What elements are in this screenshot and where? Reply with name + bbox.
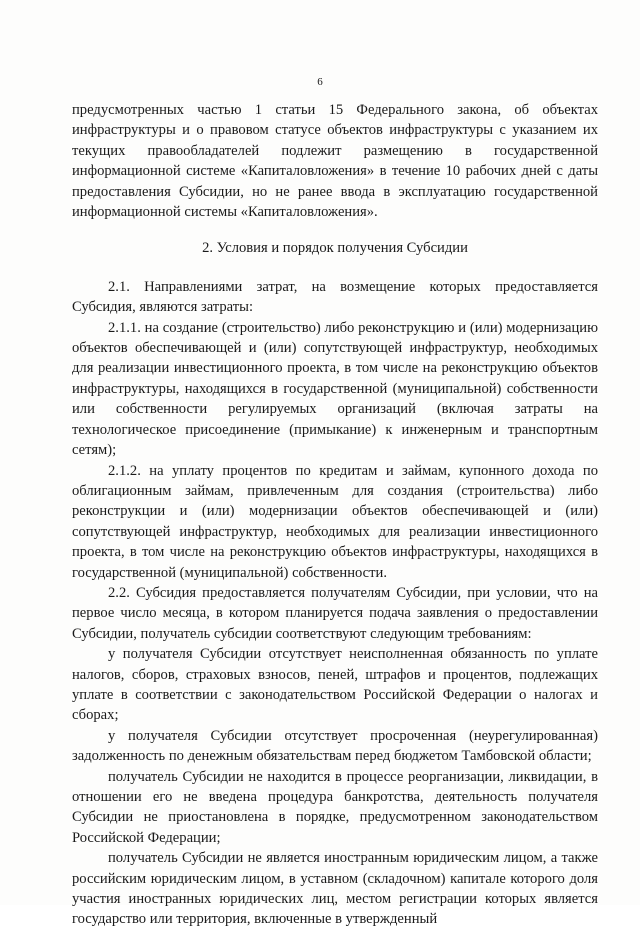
requirement-debt: у получателя Субсидии отсутствует просроченная (неурегулированная) задолженность по денежным обязательствам перед бюджетом Тамбовской области; (72, 727, 598, 765)
requirement-foreign-entity: получатель Субсидии не является иностранным юридическим лицом, а также российским юридическим лицом, в уставном (складочном) капитале которого доля участия иностранных юридических лиц, местом регистрации которых является государство или территория, включенные в утвержденный (72, 850, 598, 928)
paragraph-2-2: 2.2. Субсидия предоставляется получателям Субсидии, при условии, что на первое число месяца, в котором планируется подача заявления о предоставлении Субсидии, получатель субсидии соответствуют следующим требованиям: (72, 584, 598, 642)
requirement-taxes: у получателя Субсидии отсутствует неисполненная обязанность по уплате налогов, сборов, страховых взносов, пеней, штрафов и процентов, подлежащих уплате в соответствии с законодательством Российской Федерации о налогах и сборах; (72, 646, 598, 724)
document-body (72, 100, 598, 930)
paragraph-2-1-2: 2.1.2. на уплату процентов по кредитам и займам, купонного дохода по облигационным займам, привлеченным для создания (строительства) либо реконструкции и (или) модернизации объектов обеспечивающей и (или) сопутствующей инфраструктур, необходимых для реализации инвестиционного проекта, в том числе на реконструкцию объектов инфраструктуры, находящихся в государственной (муниципальной) собственности. (72, 462, 598, 581)
paragraph-2-1: 2.1. Направлениями затрат, на возмещение которых предоставляется Субсидия, являются затраты: (72, 278, 598, 316)
section-heading: 2. Условия и порядок получения Субсидии (202, 240, 468, 257)
requirement-reorganization: получатель Субсидии не находится в процессе реорганизации, ликвидации, в отношении его не введена процедура банкротства, деятельность получателя Субсидии не приостановлена в порядке, предусмотренном законодательством Российской Федерации; (72, 768, 598, 846)
paragraph-2-1-1: 2.1.1. на создание (строительство) либо реконструкцию и (или) модернизацию объектов обеспечивающей и (или) сопутствующей инфраструктур, необходимых для реализации инвестиционного проекта, в том числе на реконструкцию объектов инфраструктуры, находящихся в государственной (муниципальной) собственности или собственности регулируемых организаций (включая затраты на технологическое присоединение (примыкание) к инженерным и транспортным сетям); (72, 319, 598, 459)
paragraph-continuation: предусмотренных частью 1 статьи 15 Федерального закона, об объектах инфраструктуры и о правовом статусе объектов инфраструктуры с указанием их текущих правообладателей подлежит размещению в государственной информационной системе «Капиталовложения» в течение 10 рабочих дней с даты предоставления Субсидии, но не ранее ввода в эксплуатацию государственной информационной системы «Капиталовложения». (72, 102, 598, 221)
page-number: 6 (317, 76, 323, 88)
